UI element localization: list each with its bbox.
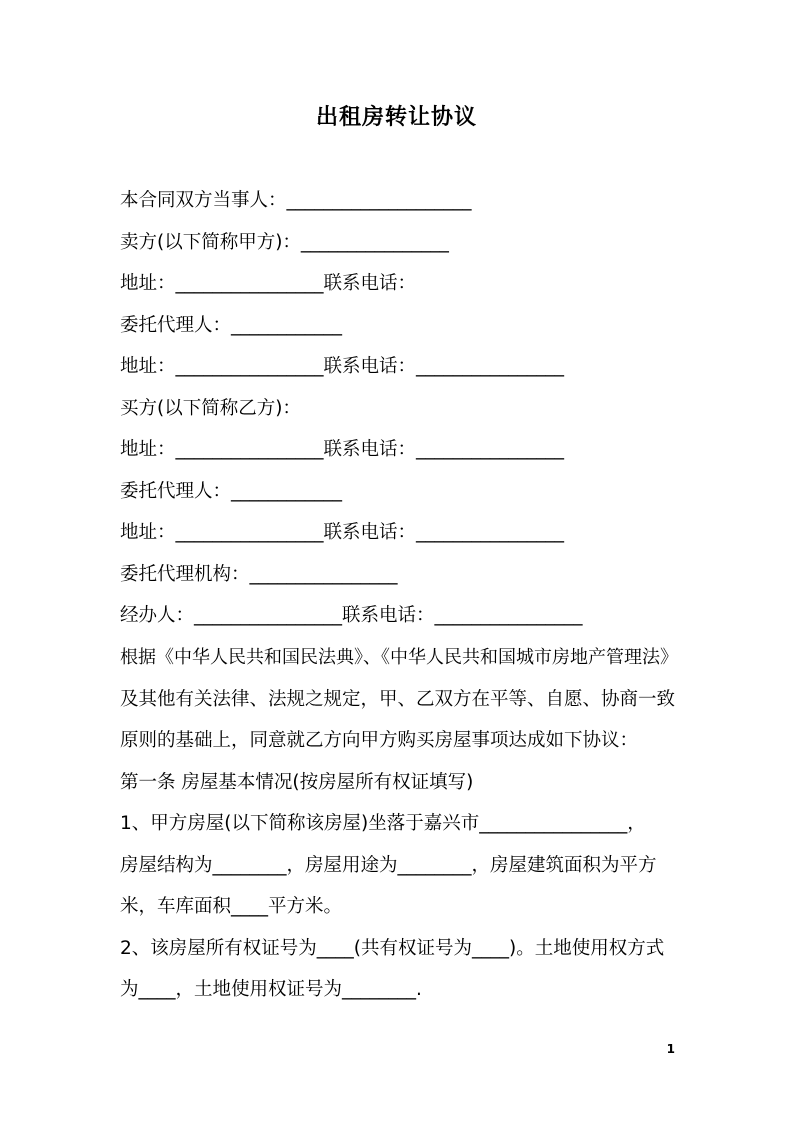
page-number: 1 (666, 1042, 675, 1056)
buyer-agent-address-line: 地址：________________联系电话：________________ (120, 522, 565, 543)
clause-2-line-1: 2、该房屋所有权证号为____(共有权证号为____)。土地使用权方式 (120, 938, 665, 959)
seller-agent-line: 委托代理人：____________ (120, 315, 343, 336)
party-line: 本合同双方当事人：____________________ (120, 190, 472, 211)
clause-1-line-1: 1、甲方房屋(以下简称该房屋)坐落于嘉兴市________________， (120, 813, 646, 834)
article-1-heading: 第一条 房屋基本情况(按房屋所有权证填写) (120, 772, 474, 793)
preamble-line-2: 及其他有关法律、法规之规定，甲、乙双方在平等、自愿、协商一致 (120, 689, 676, 710)
buyer-address-line: 地址：________________联系电话：________________ (120, 439, 565, 460)
seller-line: 卖方(以下简称甲方)：________________ (120, 232, 449, 253)
document-title: 出租房转让协议 (315, 105, 477, 130)
clause-1-line-2: 房屋结构为________，房屋用途为________，房屋建筑面积为平方 (120, 855, 657, 876)
buyer-agent-line: 委托代理人：____________ (120, 481, 343, 502)
agency-line: 委托代理机构：________________ (120, 564, 398, 585)
handler-line: 经办人：________________联系电话：________________ (120, 605, 583, 626)
clause-1-line-3: 米，车库面积____平方米。 (120, 896, 343, 917)
seller-agent-address-line: 地址：________________联系电话：________________ (120, 356, 565, 377)
preamble-line-1: 根据《中华人民共和国民法典》、《中华人民共和国城市房地产管理法》 (120, 647, 678, 668)
seller-address-line: 地址：________________联系电话： (120, 273, 417, 294)
clause-2-line-2: 为____，土地使用权证号为________. (120, 979, 422, 1000)
buyer-line: 买方(以下简称乙方)： (120, 398, 301, 419)
preamble-line-3: 原则的基础上，同意就乙方向甲方购买房屋事项达成如下协议： (120, 730, 639, 751)
